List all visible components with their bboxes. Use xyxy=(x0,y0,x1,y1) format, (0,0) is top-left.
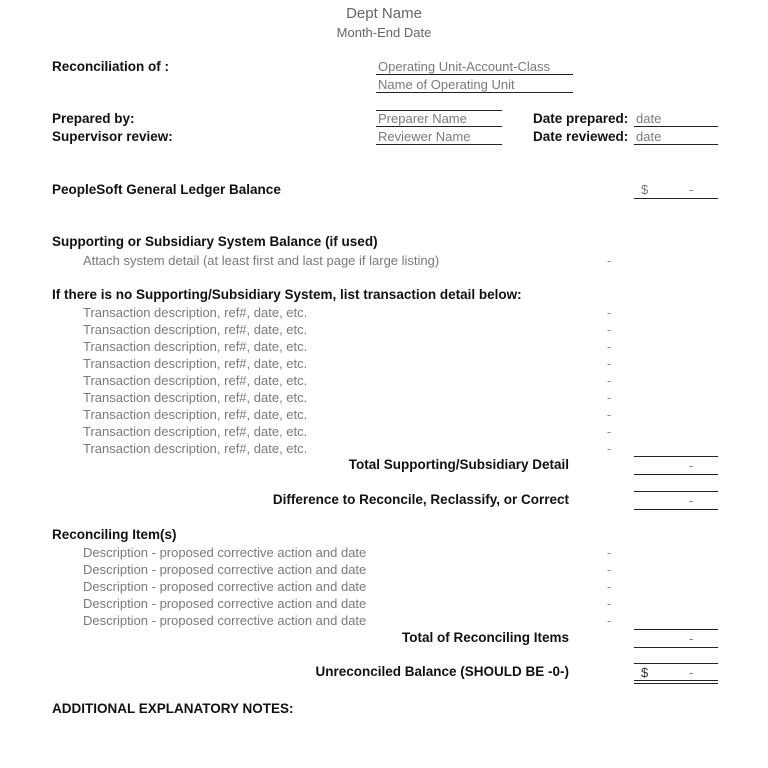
unreconciled-value: - xyxy=(689,665,694,680)
reviewer-name-field[interactable]: Reviewer Name xyxy=(376,129,502,145)
dept-name: Dept Name xyxy=(346,5,422,22)
transaction-item: Transaction description, ref#, date, etc. xyxy=(83,339,308,354)
total-supporting-value: - xyxy=(689,458,694,473)
total-reconciling-field[interactable] xyxy=(634,630,718,648)
reconciling-value: - xyxy=(606,545,612,560)
supporting-detail-value: - xyxy=(606,253,612,268)
transaction-value: - xyxy=(606,424,612,439)
reconciling-item: Description - proposed corrective action and date xyxy=(83,562,367,577)
preparer-name-field[interactable]: Preparer Name xyxy=(376,111,502,127)
transaction-value: - xyxy=(606,339,612,354)
account-field[interactable]: Operating Unit-Account-Class xyxy=(376,59,573,75)
reconciling-value: - xyxy=(606,596,612,611)
no-system-label: If there is no Supporting/Subsidiary System, list transaction detail below: xyxy=(52,287,522,302)
reconciling-item: Description - proposed corrective action and date xyxy=(83,613,367,628)
month-end-date: Month-End Date xyxy=(336,25,432,40)
reconciliation-label: Reconciliation of : xyxy=(52,59,170,74)
reconciling-value: - xyxy=(606,562,612,577)
transaction-item: Transaction description, ref#, date, etc. xyxy=(83,407,308,422)
date-reviewed-label: Date reviewed: xyxy=(533,129,629,144)
total-reconciling-label: Total of Reconciling Items xyxy=(401,630,569,645)
transaction-value: - xyxy=(606,390,612,405)
supporting-balance-label: Supporting or Subsidiary System Balance (if used) xyxy=(52,234,378,249)
reconciling-value: - xyxy=(606,613,612,628)
date-prepared-field[interactable]: date xyxy=(634,111,718,127)
transaction-item: Transaction description, ref#, date, etc. xyxy=(83,424,308,439)
reconciling-item: Description - proposed corrective action and date xyxy=(83,579,367,594)
transaction-value: - xyxy=(606,356,612,371)
transaction-value: - xyxy=(606,441,612,456)
transaction-value: - xyxy=(606,305,612,320)
total-supporting-label: Total Supporting/Subsidiary Detail xyxy=(348,457,569,472)
reconciling-item: Description - proposed corrective action and date xyxy=(83,596,367,611)
reconciling-items-label: Reconciling Item(s) xyxy=(52,527,177,542)
unreconciled-currency: $ xyxy=(641,665,649,680)
difference-field[interactable] xyxy=(634,492,718,510)
transaction-item: Transaction description, ref#, date, etc. xyxy=(83,305,308,320)
gl-balance-label: PeopleSoft General Ledger Balance xyxy=(52,182,281,197)
supervisor-review-label: Supervisor review: xyxy=(52,129,173,144)
reconciling-value: - xyxy=(606,579,612,594)
date-prepared-label: Date prepared: xyxy=(533,111,629,126)
difference-label: Difference to Reconcile, Reclassify, or Correct xyxy=(272,492,569,507)
date-reviewed-field[interactable]: date xyxy=(634,129,718,145)
total-reconciling-value: - xyxy=(689,631,694,646)
total-supporting-field[interactable] xyxy=(634,457,718,475)
additional-notes-label: ADDITIONAL EXPLANATORY NOTES: xyxy=(52,701,294,716)
transaction-item: Transaction description, ref#, date, etc. xyxy=(83,322,308,337)
transaction-value: - xyxy=(606,373,612,388)
prepared-by-label: Prepared by: xyxy=(52,111,135,126)
unreconciled-label: Unreconciled Balance (SHOULD BE -0-) xyxy=(315,664,569,679)
transaction-value: - xyxy=(606,407,612,422)
transaction-item: Transaction description, ref#, date, etc. xyxy=(83,356,308,371)
operating-unit-field[interactable]: Name of Operating Unit xyxy=(376,77,573,93)
unreconciled-field[interactable] xyxy=(634,664,718,684)
reconciling-item: Description - proposed corrective action and date xyxy=(83,545,367,560)
gl-balance-field[interactable] xyxy=(634,182,718,199)
gl-value: - xyxy=(689,182,694,197)
transaction-item: Transaction description, ref#, date, etc. xyxy=(83,390,308,405)
transaction-item: Transaction description, ref#, date, etc. xyxy=(83,441,308,456)
gl-currency: $ xyxy=(641,182,649,197)
difference-value: - xyxy=(689,493,694,508)
supporting-detail-text: Attach system detail (at least first and last page if large listing) xyxy=(83,253,440,268)
transaction-item: Transaction description, ref#, date, etc. xyxy=(83,373,308,388)
transaction-value: - xyxy=(606,322,612,337)
